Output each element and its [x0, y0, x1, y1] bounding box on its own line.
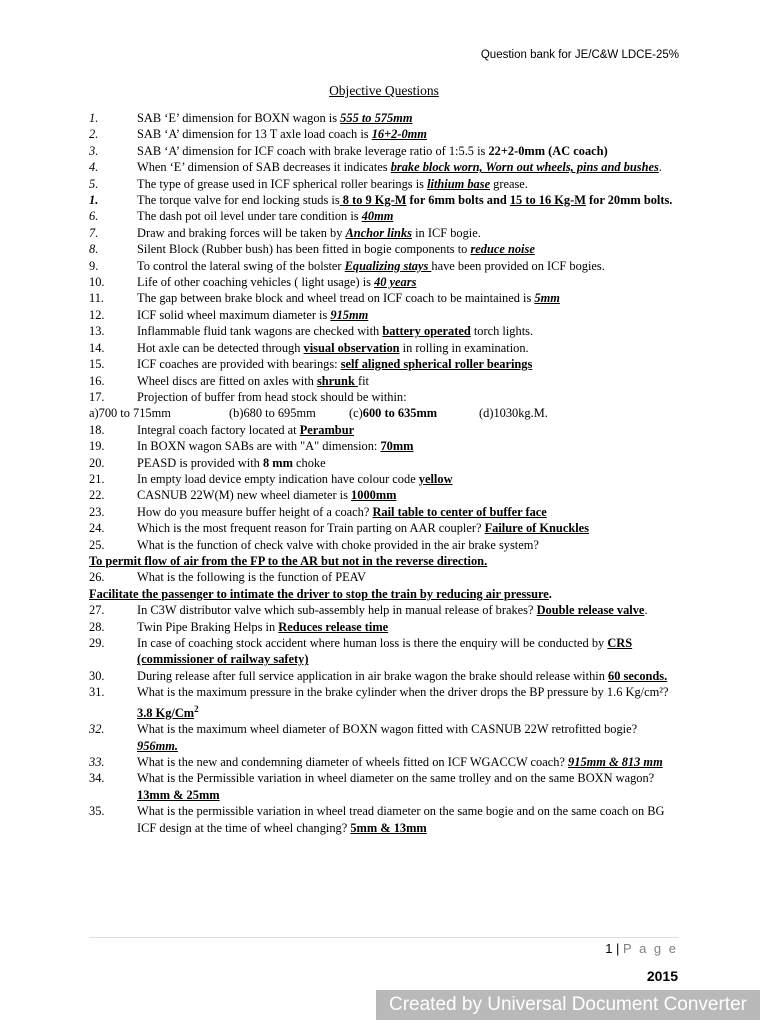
- question-text: Projection of buffer from head stock should be within:: [137, 389, 407, 404]
- item-number: 2.: [89, 127, 99, 142]
- item-number: 19.: [89, 439, 105, 454]
- answer-text: 915mm: [330, 307, 369, 322]
- question-text: in rolling in examination.: [399, 340, 529, 355]
- answer-text: 5mm & 13mm: [350, 820, 427, 835]
- list-item: [89, 569, 681, 585]
- footer-year: 2015: [646, 968, 678, 984]
- answer-text: Rail table to center of buffer face: [372, 504, 547, 519]
- item-number: 34.: [89, 771, 105, 786]
- list-item: [89, 225, 681, 241]
- answer-text: 22+2-0mm (AC coach): [488, 143, 608, 158]
- list-item: [89, 537, 681, 553]
- question-text: What is the following is the function of PEAV: [137, 570, 366, 585]
- answer-text: Perambur: [299, 422, 355, 437]
- question-text: fit: [357, 373, 369, 388]
- question-text: The gap between brake block and wheel tread on ICF coach to be maintained is: [137, 291, 535, 306]
- answer-text: Facilitate the passenger to intimate the driver to stop the train by reducing air pressure: [89, 586, 549, 601]
- list-item: [89, 126, 681, 142]
- list-item: [89, 635, 681, 668]
- question-text: Life of other coaching vehicles ( light usage) is: [137, 275, 375, 290]
- list-item: [89, 455, 681, 471]
- list-item: [89, 721, 681, 754]
- question-text: How do you measure buffer height of a coach?: [137, 504, 373, 519]
- answer-text: 3.8 Kg/Cm: [137, 705, 195, 720]
- page-number-value: 1: [605, 941, 613, 956]
- answer-superscript: 2: [194, 703, 199, 714]
- answer-text: 40 years: [374, 275, 417, 290]
- question-text: SAB ‘A’ dimension for ICF coach with brake leverage ratio of 1:5.5 is: [137, 143, 489, 158]
- option-d: (d)1030kg.M.: [479, 406, 548, 421]
- question-text: torch lights.: [470, 324, 534, 339]
- question-text: Integral coach factory located at: [137, 422, 300, 437]
- list-item: [89, 504, 681, 520]
- item-number: 33.: [89, 754, 105, 769]
- list-item: [89, 770, 681, 803]
- footer-divider: [89, 937, 679, 938]
- question-text: What is the Permissible variation in wheel diameter on the same trolley and on the same BOXN wagon?: [137, 771, 655, 786]
- list-item: [89, 438, 681, 454]
- item-number: 8.: [89, 242, 99, 257]
- item-number: 5.: [89, 176, 99, 191]
- option-c-answer: 600 to 635mm: [362, 406, 438, 421]
- question-text: PEASD is provided with: [137, 455, 263, 470]
- list-item: [89, 471, 681, 487]
- list-item: [89, 258, 681, 274]
- answer-line: [89, 586, 681, 602]
- item-number: 12.: [89, 307, 105, 322]
- answer-text: 16+2-0mm: [371, 127, 427, 142]
- question-text: In C3W distributor valve which sub-assembly help in manual release of brakes?: [137, 603, 537, 618]
- answer-text: 8 to 9 Kg-M: [339, 193, 407, 208]
- question-text: The type of grease used in ICF spherical roller bearings is: [137, 176, 428, 191]
- item-number: 24.: [89, 521, 105, 536]
- answer-text: 5mm: [534, 291, 560, 306]
- converter-watermark: Created by Universal Document Converter: [376, 990, 760, 1020]
- question-text: What is the function of check valve with choke provided in the air brake system?: [137, 537, 539, 552]
- question-text: In empty load device empty indication have colour code: [137, 471, 419, 486]
- question-text: choke: [292, 455, 326, 470]
- answer-text: 40mm: [361, 209, 394, 224]
- question-text: What is the maximum wheel diameter of BOXN wagon fitted with CASNUB 22W retrofitted bogie?: [137, 722, 638, 737]
- item-number: 32.: [89, 722, 105, 737]
- question-text: have been provided on ICF bogies.: [431, 258, 605, 273]
- item-number: 7.: [89, 225, 99, 240]
- page-number-separator: |: [612, 941, 624, 956]
- question-text: The torque valve for end locking studs is: [137, 193, 340, 208]
- question-text: grease.: [490, 176, 528, 191]
- question-text: ICF solid wheel maximum diameter is: [137, 307, 331, 322]
- question-text: In case of coaching stock accident where human loss is there the enquiry will be conducted by: [137, 636, 608, 650]
- item-number: 18.: [89, 422, 105, 437]
- item-number: 25.: [89, 537, 105, 552]
- item-number: 1.: [89, 111, 99, 125]
- answer-text: 1000mm: [351, 488, 397, 503]
- question-text: SAB ‘E’ dimension for BOXN wagon is: [137, 111, 341, 125]
- question-text: Draw and braking forces will be taken by: [137, 225, 346, 240]
- answer-text: Failure of Knuckles: [484, 521, 589, 536]
- item-number: 30.: [89, 668, 105, 683]
- question-text: CASNUB 22W(M) new wheel diameter is: [137, 488, 352, 503]
- item-number: 29.: [89, 636, 105, 650]
- item-number: 35.: [89, 804, 105, 819]
- list-item: [89, 290, 681, 306]
- list-item: [89, 389, 681, 405]
- answer-text: for 6mm bolts and: [406, 193, 510, 208]
- answer-text: Anchor links: [345, 225, 412, 240]
- item-number: 3.: [89, 143, 99, 158]
- question-text: In BOXN wagon SABs are with "A" dimension:: [137, 439, 381, 454]
- answer-text: .: [548, 586, 552, 601]
- question-text: Which is the most frequent reason for Train parting on AAR coupler?: [137, 521, 485, 536]
- answer-text: CRS (commissioner of railway safety): [137, 636, 633, 667]
- question-text: Inflammable fluid tank wagons are checked with: [137, 324, 383, 339]
- item-number: 26.: [89, 570, 105, 585]
- list-item: [89, 619, 681, 635]
- item-number: 28.: [89, 619, 105, 634]
- item-number: 9.: [89, 258, 99, 273]
- answer-text: reduce noise: [470, 242, 535, 257]
- list-item: [89, 159, 681, 175]
- question-list: [89, 110, 681, 836]
- item-number: 31.: [89, 685, 105, 700]
- question-text: Silent Block (Rubber bush) has been fitted in bogie components to: [137, 242, 471, 257]
- question-text: Wheel discs are fitted on axles with: [137, 373, 317, 388]
- list-item: [89, 241, 681, 257]
- answer-text: battery operated: [382, 324, 471, 339]
- list-item: [89, 520, 681, 536]
- list-item: [89, 340, 681, 356]
- answer-text: self aligned spherical roller bearings: [340, 357, 533, 372]
- list-item: [89, 684, 681, 721]
- question-text: When ‘E’ dimension of SAB decreases it indicates: [137, 160, 391, 175]
- answer-text: brake block worn, Worn out wheels, pins and bushes: [390, 160, 659, 175]
- item-number: 14.: [89, 340, 105, 355]
- item-number: 23.: [89, 504, 105, 519]
- question-text: What is the new and condemning diameter of wheels fitted on ICF WGACCW coach?: [137, 754, 569, 769]
- item-number: 22.: [89, 488, 105, 503]
- question-text: Twin Pipe Braking Helps in: [137, 619, 279, 634]
- list-item: [89, 487, 681, 503]
- item-number: 10.: [89, 275, 105, 290]
- question-text: During release after full service application in air brake wagon the brake should release within: [137, 668, 609, 683]
- answer-text: 915mm & 813 mm: [568, 754, 663, 769]
- list-item: [89, 754, 681, 770]
- list-item: [89, 208, 681, 224]
- answer-text: Equalizing stays: [344, 258, 432, 273]
- list-item: [89, 307, 681, 323]
- question-text: Hot axle can be detected through: [137, 340, 304, 355]
- answer-text: Double release valve: [536, 603, 645, 618]
- item-number: 17.: [89, 389, 105, 404]
- answer-text: yellow: [418, 471, 453, 486]
- list-item: [89, 668, 681, 684]
- list-item: [89, 274, 681, 290]
- question-text: To control the lateral swing of the bolster: [137, 258, 345, 273]
- list-item: [89, 143, 681, 159]
- item-number: 11.: [89, 291, 105, 306]
- item-number: 27.: [89, 603, 105, 618]
- answer-text: 8 mm: [262, 455, 293, 470]
- answer-text: for 20mm bolts.: [585, 193, 673, 208]
- page-header: Question bank for JE/C&W LDCE-25%: [480, 49, 679, 61]
- option-a: a)700 to 715mm: [89, 406, 171, 421]
- question-text: SAB ‘A’ dimension for 13 T axle load coach is: [137, 127, 372, 142]
- page-title: Objective Questions: [329, 83, 439, 98]
- list-item: [89, 602, 681, 618]
- item-number: 6.: [89, 209, 99, 224]
- list-item: [89, 110, 681, 126]
- question-text: ICF coaches are provided with bearings:: [137, 357, 341, 372]
- answer-text: visual observation: [303, 340, 400, 355]
- question-text: .: [644, 603, 648, 618]
- page-number: [605, 941, 678, 956]
- answer-text: 555 to 575mm: [340, 111, 413, 125]
- answer-line: To permit flow of air from the FP to the AR but not in the reverse direction.: [89, 553, 488, 568]
- item-number: 20.: [89, 455, 105, 470]
- option-c-label: (c): [349, 406, 363, 421]
- answer-text: 15 to 16 Kg-M: [509, 193, 586, 208]
- question-text: What is the maximum pressure in the brake cylinder when the driver drops the BP pressure by 1.6 Kg/cm²?: [137, 685, 669, 700]
- list-item: [89, 192, 681, 208]
- list-item: [89, 373, 681, 389]
- answer-text: 70mm: [380, 439, 414, 454]
- item-number: 13.: [89, 324, 105, 339]
- answer-text: shrunk: [316, 373, 358, 388]
- list-item: [89, 176, 681, 192]
- question-text: in ICF bogie.: [411, 225, 481, 240]
- answer-text: 13mm & 25mm: [137, 787, 220, 802]
- list-item: [89, 803, 681, 836]
- answer-text: 60 seconds.: [608, 668, 668, 683]
- page-word: P a g e: [623, 941, 678, 956]
- question-text: The dash pot oil level under tare condition is: [137, 209, 362, 224]
- list-item: [89, 422, 681, 438]
- answer-options: [89, 405, 681, 421]
- answer-text: lithium base: [427, 176, 491, 191]
- option-c: [349, 405, 479, 421]
- answer-text: 956mm.: [137, 738, 178, 753]
- question-text: .: [658, 160, 662, 175]
- list-item: [89, 356, 681, 372]
- question-text: What is the permissible variation in wheel tread diameter on the same bogie and on the same coach on BG ICF design at the time of wheel changing?: [137, 804, 665, 835]
- item-number: 1.: [89, 193, 99, 208]
- item-number: 21.: [89, 471, 105, 486]
- option-b: (b)680 to 695mm: [229, 406, 316, 421]
- item-number: 4.: [89, 160, 99, 175]
- item-number: 15.: [89, 357, 105, 372]
- item-number: 16.: [89, 373, 105, 388]
- list-item: [89, 323, 681, 339]
- answer-text: Reduces release time: [278, 619, 389, 634]
